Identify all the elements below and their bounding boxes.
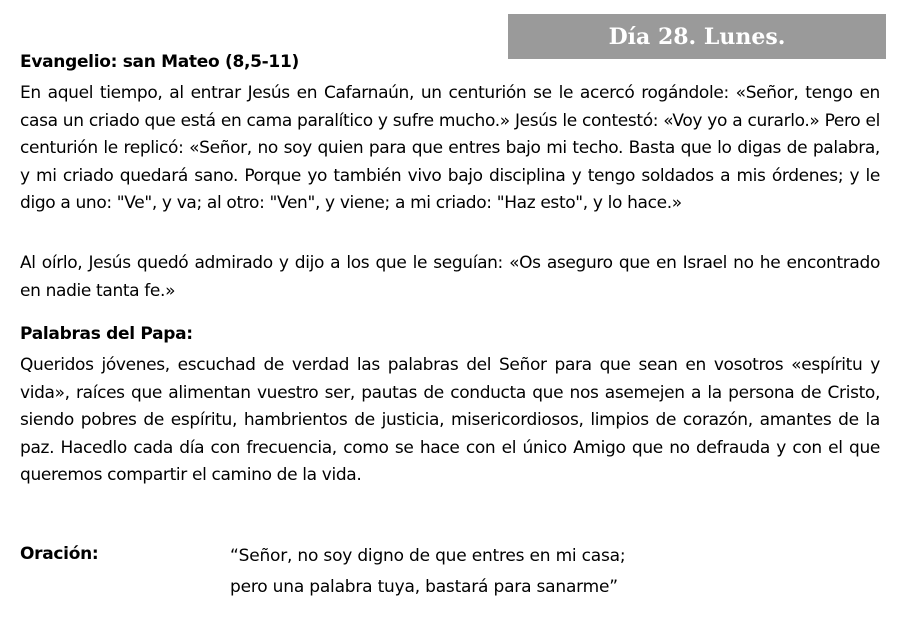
pope-heading: Palabras del Papa: bbox=[20, 324, 193, 344]
gospel-paragraph-2: Al oírlo, Jesús quedó admirado y dijo a los que le seguían: «Os aseguro que en Israel no he encontrado en nadie tanta fe.» bbox=[20, 253, 880, 301]
prayer-heading: Oración: bbox=[20, 544, 99, 564]
prayer-text bbox=[230, 541, 625, 603]
pope-paragraph: Queridos jóvenes, escuchad de verdad las palabras del Señor para que sean en vosotros «espíritu y vida», raíces que alimentan vuestro ser, pautas de conducta que nos asemejen a la persona de Cristo, siendo pobres de espíritu, hambrientos de justicia, misericordiosos, limpios de corazón, amantes de la paz. Hacedlo cada día con frecuencia, como se hace con el único Amigo que no defrauda y con el que queremos compartir el camino de la vida. bbox=[20, 355, 880, 485]
day-banner bbox=[508, 14, 886, 59]
gospel-paragraph-1: En aquel tiempo, al entrar Jesús en Cafarnaún, un centurión se le acercó rogándole: «Señor, tengo en casa un criado que está en cama paralítico y sufre mucho.» Jesús le contestó: «Voy yo a curarlo.» Pero el centurión le replicó: «Señor, no soy quien para que entres bajo mi techo. Basta que lo digas de palabra, y mi criado quedará sano. Porque yo también vivo bajo disciplina y tengo soldados a mis órdenes; y le digo a uno: "Ve", y va; al otro: "Ven", y viene; a mi criado: "Haz esto", y lo hace.» bbox=[20, 83, 880, 213]
prayer-line-2: pero una palabra tuya, bastará para sanarme” bbox=[230, 577, 618, 597]
prayer-line-1: “Señor, no soy digno de que entres en mi casa; bbox=[230, 546, 626, 566]
gospel-heading: Evangelio: san Mateo (8,5-11) bbox=[20, 52, 299, 72]
day-title: Día 28. Lunes. bbox=[608, 23, 786, 50]
